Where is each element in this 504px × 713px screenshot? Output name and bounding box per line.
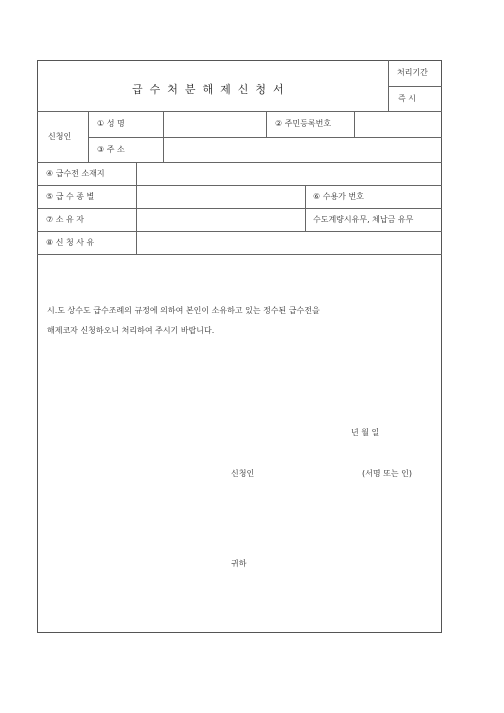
name-label: ① 성 명 <box>97 119 125 128</box>
row-line <box>37 111 442 112</box>
col-line <box>163 111 164 162</box>
meter-label: 수도계량시유무, 체납금 유무 <box>313 215 414 224</box>
processing-period-label: 처리기간 <box>397 68 428 77</box>
col-line <box>136 162 137 254</box>
form-title: 급수처분해제신청서 <box>132 83 291 96</box>
applicant-label: 신청인 <box>48 132 72 141</box>
col-line <box>305 185 306 231</box>
row-line <box>37 254 442 255</box>
signature-note: (서명 또는 인) <box>362 469 412 478</box>
col-line <box>354 111 355 137</box>
col-line <box>266 111 267 137</box>
addressee: 귀하 <box>231 559 247 568</box>
row-line <box>88 137 442 138</box>
processing-divider <box>388 86 442 87</box>
row-line <box>37 208 442 209</box>
location-label: ④ 급수전 소재지 <box>46 169 105 178</box>
processing-period-value: 즉 시 <box>398 94 416 103</box>
owner-label: ⑦ 소 유 자 <box>46 215 84 224</box>
statement-line1: 시.도 상수도 급수조례의 규정에 의하여 본인이 소유하고 있는 정수된 급수전을 <box>47 306 320 315</box>
row-line <box>37 162 442 163</box>
signer-label: 신청인 <box>231 469 255 478</box>
resident-no-label: ② 주민등록번호 <box>275 119 332 128</box>
water-type-label: ⑤ 급 수 종 별 <box>46 192 95 201</box>
col-line <box>88 111 89 162</box>
statement-line2: 해제코자 신청하오니 처리하여 주시기 바랍니다. <box>47 326 215 335</box>
consumer-no-label: ⑥ 수용가 번호 <box>313 192 364 201</box>
reason-label: ⑧ 신 청 사 유 <box>46 238 95 247</box>
row-line <box>37 185 442 186</box>
date-line: 년 월 일 <box>351 428 380 437</box>
row-line <box>37 231 442 232</box>
address-label: ③ 주 소 <box>97 145 125 154</box>
